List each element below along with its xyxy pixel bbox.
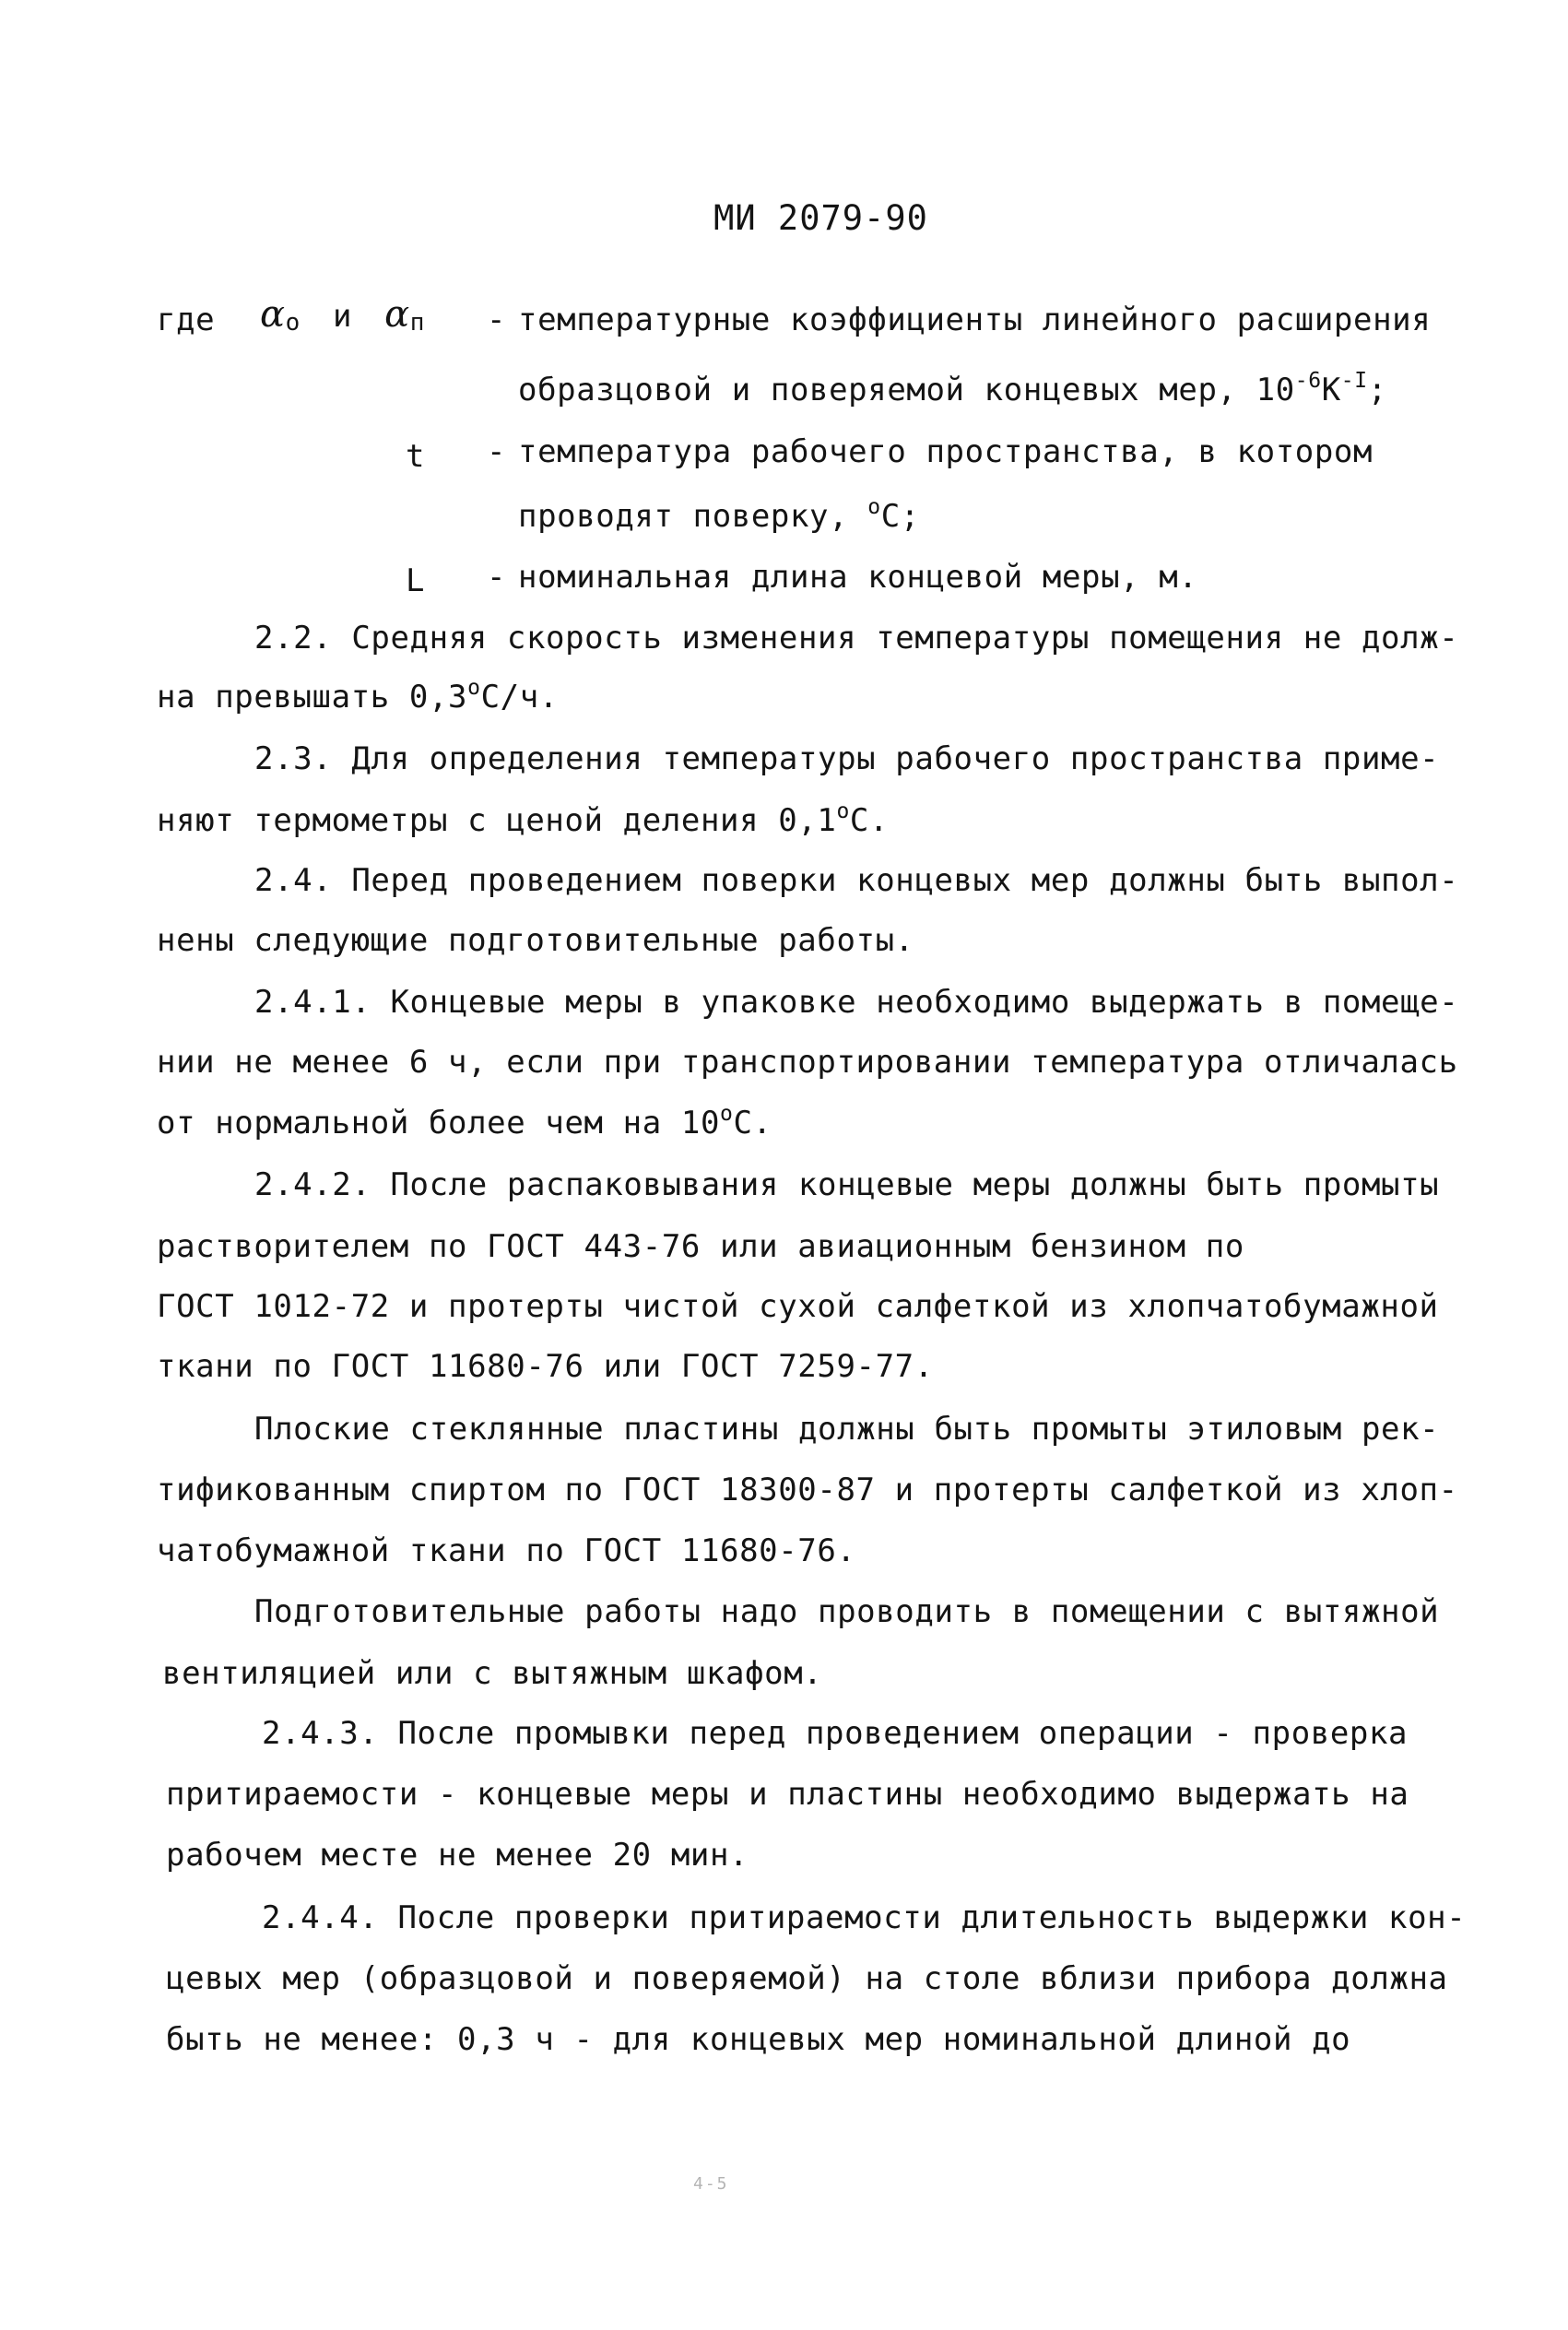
degree-sign: o <box>867 495 881 519</box>
para-2-2-line1-text: 2.2. Средняя скорость изменения температуры помещения не долж- <box>254 620 1459 656</box>
para-2-4-line1: 2.4. Перед проведением поверки концевых мер должны быть выпол- <box>254 862 1459 899</box>
alpha-symbols <box>260 293 425 336</box>
para-2-3-line2-end: С. <box>849 802 890 839</box>
para-2-4-3-line3: рабочем месте не менее 20 мин. <box>166 1837 749 1874</box>
para-2-4-4-line3: быть не менее: 0,3 ч - для концевых мер номинальной длиной до <box>166 2021 1351 2058</box>
def1-exponent-2: -I <box>1340 369 1368 393</box>
para-glass-line2: тификованным спиртом по ГОСТ 18300-87 и протерты салфеткой из хлоп- <box>157 1472 1458 1508</box>
para-2-2-line2-text: на превышать 0,3 <box>157 679 468 716</box>
para-glass-line1: Плоские стеклянные пластины должны быть промыты этиловым рек- <box>254 1411 1440 1448</box>
def-dash-3: - <box>487 559 507 596</box>
def1-unit: К <box>1321 372 1341 408</box>
para-2-4-1-line3-end: С. <box>733 1105 772 1141</box>
para-2-4-2-line2: растворителем по ГОСТ 443-76 или авиационным бензином по <box>157 1228 1244 1265</box>
def3-line1: номинальная длина концевой меры, м. <box>518 559 1198 596</box>
degree-sign: o <box>836 799 850 823</box>
def-dash-2: - <box>487 433 507 470</box>
alpha-n-subscript: п <box>409 309 426 337</box>
para-2-2-line2-end: С/ч. <box>480 679 559 716</box>
para-prep-line2: вентиляцией или с вытяжным шкафом. <box>162 1655 823 1692</box>
para-2-4-4-line2: цевых мер (образцовой и поверяемой) на столе вблизи прибора должна <box>166 1960 1448 1997</box>
conjunction: и <box>332 298 353 335</box>
def1-line1: температурные коэффициенты линейного расширения <box>518 302 1432 338</box>
page-mark: 4-5 <box>693 2174 729 2194</box>
def2-line1: температура рабочего пространства, в котором <box>518 433 1373 470</box>
t-symbol: t <box>406 438 426 475</box>
para-2-4-line2: нены следующие подготовительные работы. <box>157 922 914 959</box>
para-2-3-line2 <box>157 799 890 839</box>
def1-line2-text: образцовой и поверяемой концевых мер, 10 <box>518 372 1295 408</box>
def1-line2 <box>518 369 1387 408</box>
l-symbol: L <box>406 562 426 599</box>
para-2-4-4-line1: 2.4.4. После проверки притираемости длительность выдержки кон- <box>262 1899 1467 1936</box>
def2-line2-end: С; <box>880 498 920 535</box>
para-2-4-1-line3-text: от нормальной более чем на 10 <box>157 1105 721 1141</box>
para-2-3-line2-text: няют термометры с ценой деления 0,1 <box>157 802 837 839</box>
para-2-4-1-line2: нии не менее 6 ч, если при транспортировании температура отличалась <box>157 1044 1458 1081</box>
para-2-4-3-line1: 2.4.3. После промывки перед проведением операции - проверка <box>262 1715 1409 1752</box>
def1-exponent-1: -6 <box>1294 369 1322 393</box>
para-2-4-3-line2: притираемости - концевые меры и пластины необходимо выдержать на <box>166 1776 1409 1813</box>
para-2-4-2-line3: ГОСТ 1012-72 и протерты чистой сухой салфеткой из хлопчатобумажной <box>157 1288 1439 1325</box>
para-2-4-1-line1: 2.4.1. Концевые меры в упаковке необходимо выдержать в помеще- <box>254 984 1459 1021</box>
where-word: где <box>157 302 216 338</box>
def-dash-1: - <box>487 302 507 338</box>
para-2-2-line2 <box>157 676 559 716</box>
alpha-o-symbol: α <box>260 293 286 336</box>
degree-sign: o <box>720 1102 734 1126</box>
alpha-o-subscript: о <box>285 309 301 337</box>
para-glass-line3: чатобумажной ткани по ГОСТ 11680-76. <box>157 1532 856 1569</box>
para-2-4-2-line1: 2.4.2. После распаковывания концевые меры должны быть промыты <box>254 1166 1440 1203</box>
def1-end: ; <box>1367 372 1387 408</box>
para-2-4-1-line3 <box>157 1102 772 1141</box>
degree-sign: o <box>467 676 481 700</box>
alpha-n-symbol: α <box>384 293 410 336</box>
document-code-header: МИ 2079-90 <box>713 198 928 238</box>
para-2-4-2-line4: ткани по ГОСТ 11680-76 или ГОСТ 7259-77. <box>157 1348 934 1385</box>
para-2-2-line1 <box>254 620 1459 656</box>
para-2-3-line1: 2.3. Для определения температуры рабочего пространства приме- <box>254 740 1440 777</box>
def2-line2-text: проводят поверку, <box>518 498 868 535</box>
def2-line2 <box>518 495 920 535</box>
para-prep-line1: Подготовительные работы надо проводить в помещении с вытяжной <box>254 1593 1440 1630</box>
